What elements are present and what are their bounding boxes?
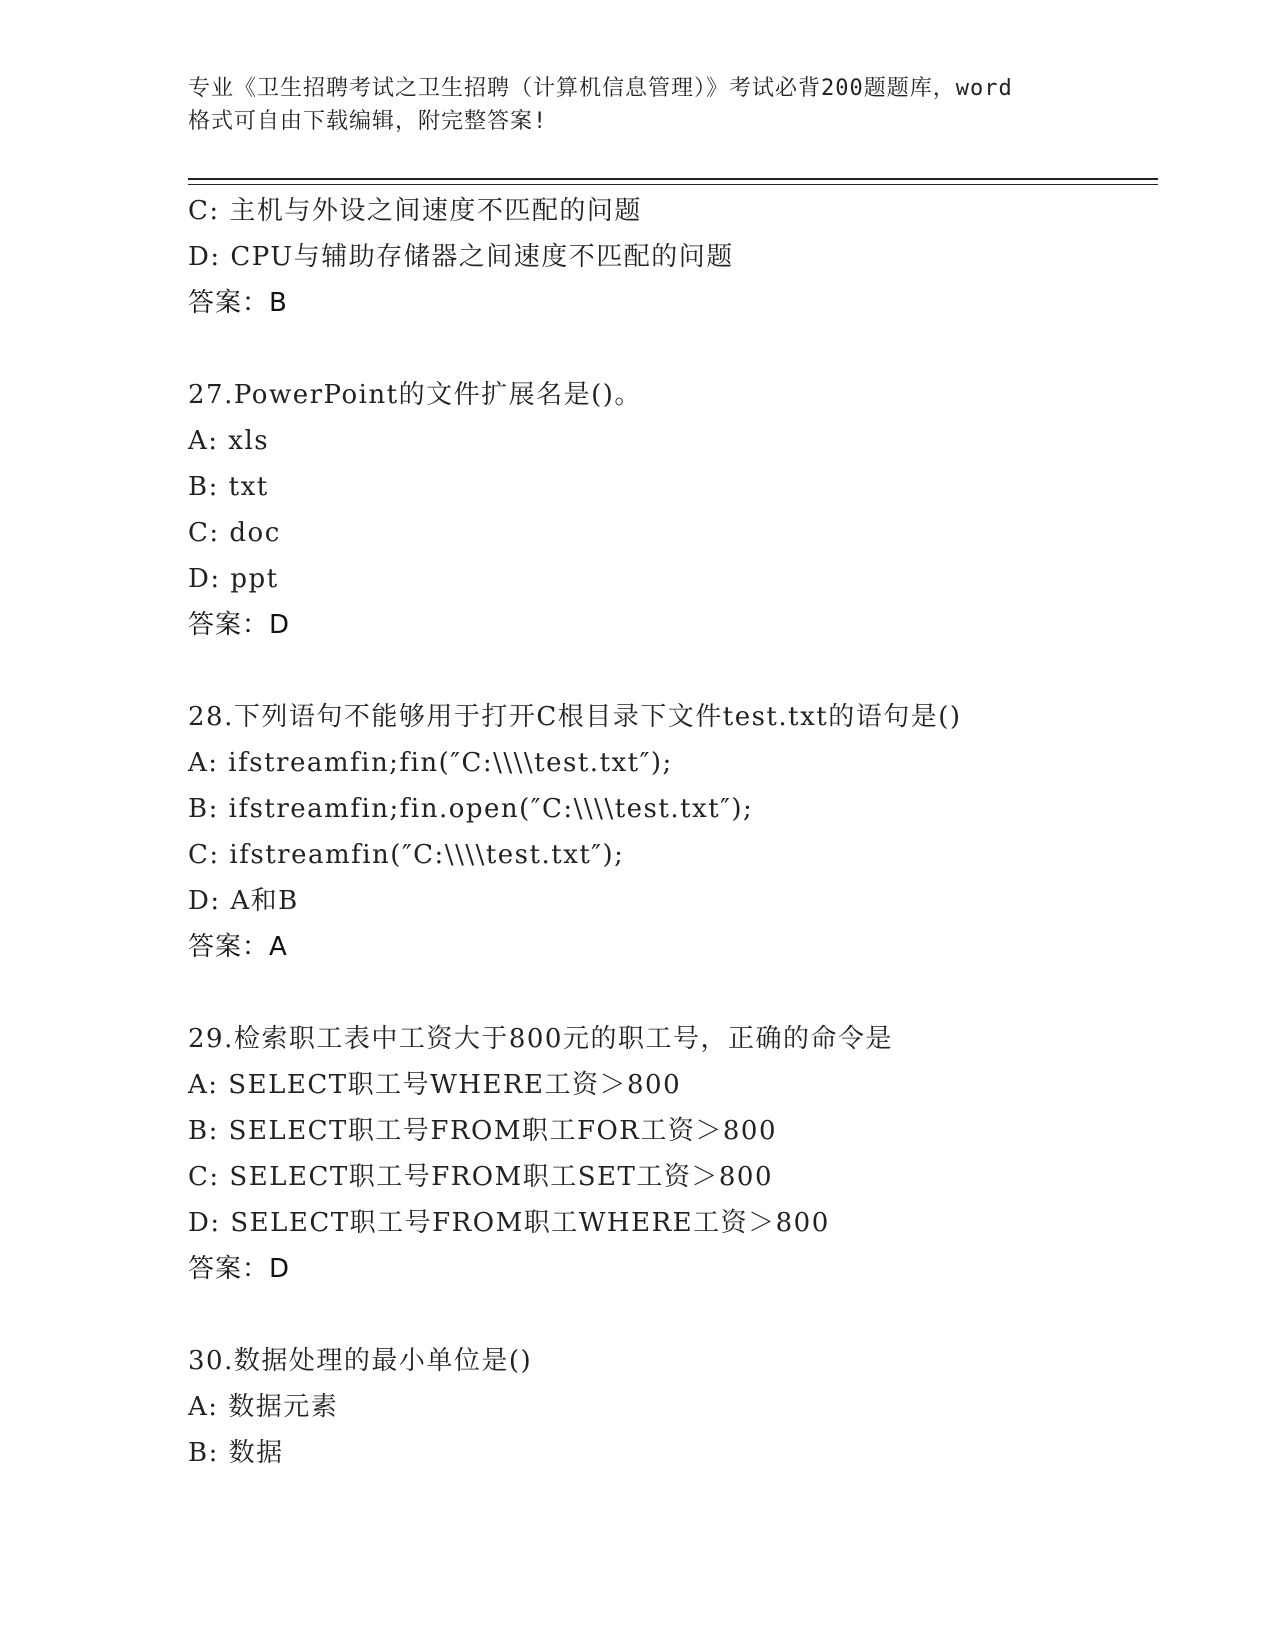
option-d: D: CPU与辅助存储器之间速度不匹配的问题 bbox=[188, 242, 734, 272]
header-rule-thick bbox=[188, 178, 1158, 180]
option-a: A: ifstreamfin;fin(″C:\\\\test.txt″); bbox=[188, 748, 673, 778]
question-block bbox=[188, 694, 1188, 970]
option-d: D: ppt bbox=[188, 564, 279, 594]
question-text: 27.PowerPoint的文件扩展名是()。 bbox=[188, 380, 642, 410]
header-line-2: 格式可自由下载编辑，附完整答案! bbox=[188, 109, 548, 134]
question-block bbox=[188, 1338, 1188, 1476]
question-text: 29.检索职工表中工资大于800元的职工号，正确的命令是 bbox=[188, 1024, 893, 1054]
option-c: C: 主机与外设之间速度不匹配的问题 bbox=[188, 196, 642, 226]
header-line-1: 专业《卫生招聘考试之卫生招聘（计算机信息管理）》考试必背200题题库，word bbox=[188, 76, 1013, 101]
option-d: D: SELECT职工号FROM职工WHERE工资＞800 bbox=[188, 1208, 830, 1238]
option-c: C: ifstreamfin(″C:\\\\test.txt″); bbox=[188, 840, 625, 870]
option-c: C: SELECT职工号FROM职工SET工资＞800 bbox=[188, 1162, 774, 1192]
answer-label: 答案：D bbox=[188, 1254, 291, 1284]
question-list bbox=[188, 188, 1188, 1476]
document-header bbox=[188, 72, 1098, 138]
option-b: B: 数据 bbox=[188, 1438, 284, 1468]
option-b: B: txt bbox=[188, 472, 269, 502]
answer-label: 答案：B bbox=[188, 288, 288, 318]
question-block bbox=[188, 372, 1188, 648]
option-b: B: SELECT职工号FROM职工FOR工资＞800 bbox=[188, 1116, 778, 1146]
header-rule-thin bbox=[188, 184, 1158, 185]
option-d: D: A和B bbox=[188, 886, 299, 916]
option-a: A: 数据元素 bbox=[188, 1392, 339, 1422]
answer-label: 答案：D bbox=[188, 610, 291, 640]
question-text: 28.下列语句不能够用于打开C根目录下文件test.txt的语句是() bbox=[188, 702, 962, 732]
question-block bbox=[188, 188, 1188, 326]
question-block bbox=[188, 1016, 1188, 1292]
option-a: A: SELECT职工号WHERE工资＞800 bbox=[188, 1070, 682, 1100]
option-b: B: ifstreamfin;fin.open(″C:\\\\test.txt″); bbox=[188, 794, 754, 824]
answer-label: 答案：A bbox=[188, 932, 288, 962]
question-text: 30.数据处理的最小单位是() bbox=[188, 1346, 533, 1376]
option-c: C: doc bbox=[188, 518, 281, 548]
option-a: A: xls bbox=[188, 426, 270, 456]
